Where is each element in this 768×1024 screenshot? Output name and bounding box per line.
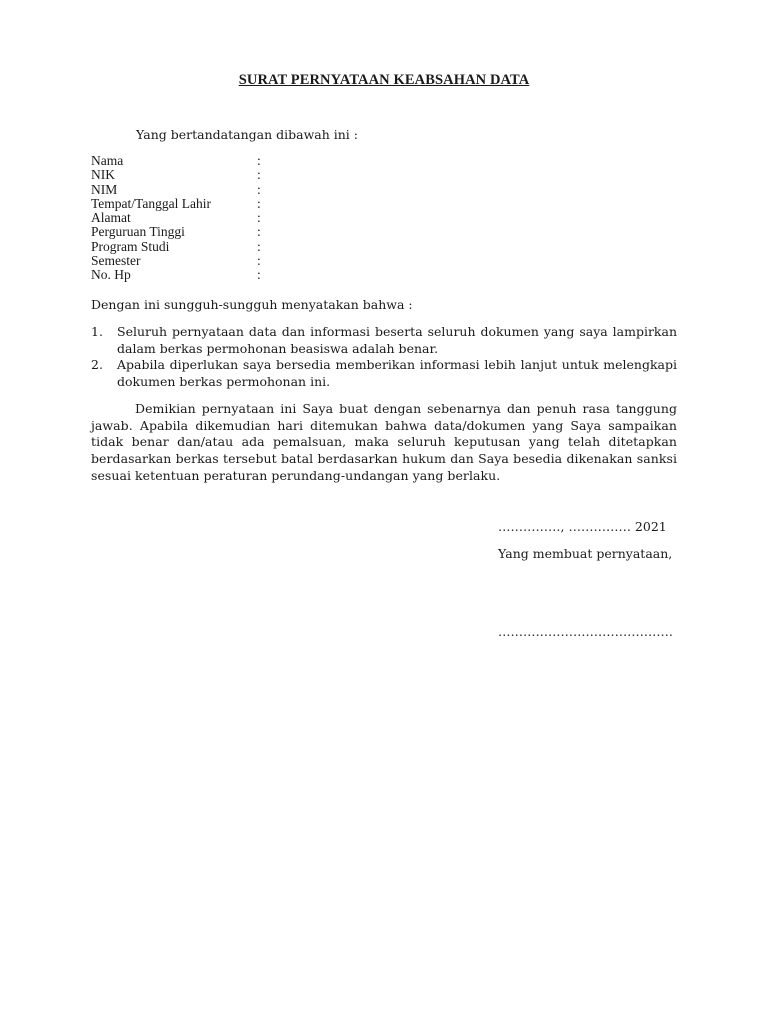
field-tempat-tanggal-lahir bbox=[91, 197, 291, 211]
list-number: 1. bbox=[91, 324, 103, 339]
field-perguruan-tinggi bbox=[91, 225, 291, 239]
field-nama bbox=[91, 154, 291, 168]
field-colon: : bbox=[257, 210, 261, 226]
field-program-studi bbox=[91, 240, 291, 254]
field-label: No. Hp bbox=[91, 267, 131, 283]
closing-paragraph: Demikian pernyataan ini Saya buat dengan sebenarnya dan penuh rasa tanggung jawab. Apabila dikemudian hari ditemukan bahwa data/dokumen yang Saya sampaikan tidak benar dan/atau ada pemalsuan, maka seluruh keputusan yang telah ditetapkan berdasarkan berkas tersebut batal berdasarkan hukum dan Saya besedia dikenakan sanksi sesuai ketentuan peraturan perundang-undangan yang berlaku. bbox=[91, 401, 677, 483]
field-semester bbox=[91, 254, 291, 268]
field-label: NIK bbox=[91, 167, 115, 183]
field-label: Perguruan Tinggi bbox=[91, 224, 185, 240]
field-label: Semester bbox=[91, 253, 141, 269]
field-colon: : bbox=[257, 153, 261, 168]
field-colon: : bbox=[257, 195, 261, 211]
statement-list bbox=[91, 324, 677, 390]
field-nim bbox=[91, 183, 291, 197]
field-colon: : bbox=[257, 253, 261, 269]
field-label: Program Studi bbox=[91, 238, 170, 254]
field-label: Nama bbox=[91, 153, 124, 168]
field-label: Tempat/Tanggal Lahir bbox=[91, 195, 211, 211]
intro-text: Yang bertandatangan dibawah ini : bbox=[136, 127, 358, 142]
field-colon: : bbox=[257, 224, 261, 240]
list-item bbox=[91, 324, 677, 357]
field-colon: : bbox=[257, 267, 261, 283]
signature-line: …………………………………… bbox=[498, 624, 673, 639]
list-text: Apabila diperlukan saya bersedia memberikan informasi lebih lanjut untuk melengkapi dokumen berkas permohonan ini. bbox=[117, 357, 677, 389]
field-label: NIM bbox=[91, 181, 118, 197]
field-no-hp bbox=[91, 268, 291, 282]
list-item bbox=[91, 357, 677, 390]
signature-label: Yang membuat pernyataan, bbox=[498, 546, 673, 561]
field-colon: : bbox=[257, 167, 261, 183]
field-alamat bbox=[91, 211, 291, 225]
identity-fields bbox=[91, 154, 291, 283]
field-label: Alamat bbox=[91, 210, 131, 226]
document-title: SURAT PERNYATAAN KEABSAHAN DATA bbox=[238, 72, 530, 88]
statement-intro: Dengan ini sungguh-sungguh menyatakan bahwa : bbox=[91, 297, 413, 312]
list-number: 2. bbox=[91, 357, 103, 372]
field-colon: : bbox=[257, 238, 261, 254]
list-text: Seluruh pernyataan data dan informasi beserta seluruh dokumen yang saya lampirkan dalam berkas permohonan beasiswa adalah benar. bbox=[117, 324, 677, 356]
field-nik bbox=[91, 168, 291, 182]
date-line: ……………, …………… 2021 bbox=[498, 519, 667, 534]
field-colon: : bbox=[257, 181, 261, 197]
